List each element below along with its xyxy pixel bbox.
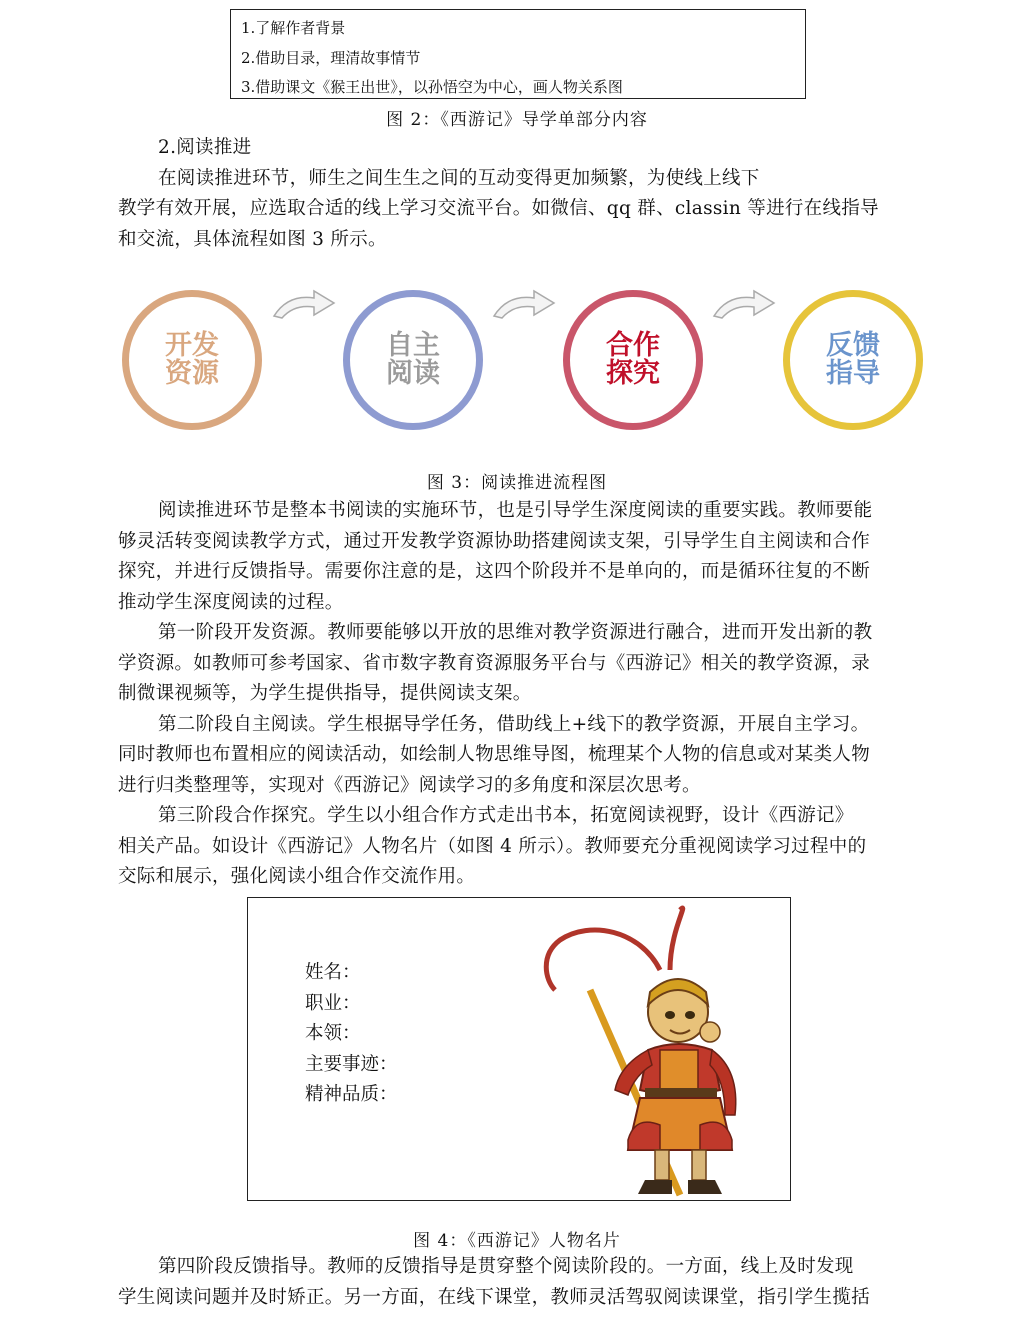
para-line: 第三阶段合作探究。学生以小组合作方式走出书本，拓宽阅读视野，设计《西游记》 xyxy=(158,805,854,826)
card-field-skills: 本领： xyxy=(305,1023,361,1044)
flow-step-cooperative-inquiry: 合作 探究 xyxy=(563,290,703,430)
guide-item: 1.了解作者背景 xyxy=(241,19,346,37)
figure-2-caption: 图 2：《西游记》导学单部分内容 xyxy=(386,110,648,130)
para-line: 同时教师也布置相应的阅读活动，如绘制人物思维导图，梳理某个人物的信息或对某类人物 xyxy=(118,744,871,765)
flow-diagram xyxy=(0,280,1034,450)
para-line: 相关产品。如设计《西游记》人物名片（如图 4 所示）。教师要充分重视阅读学习过程中的 xyxy=(118,835,867,857)
curved-arrow-icon xyxy=(710,288,778,322)
figure-4-caption: 图 4：《西游记》人物名片 xyxy=(413,1231,621,1251)
para-line: 阅读推进环节是整本书阅读的实施环节，也是引导学生深度阅读的重要实践。教师要能 xyxy=(158,500,873,521)
flow-step-feedback-guidance: 反馈 指导 xyxy=(783,290,923,430)
para-line: 推动学生深度阅读的过程。 xyxy=(118,591,344,613)
para-line: 进行归类整理等，实现对《西游记》阅读学习的多角度和深层次思考。 xyxy=(118,774,701,796)
para-line: 够灵活转变阅读教学方式，通过开发教学资源协助搭建阅读支架，引导学生自主阅读和合作 xyxy=(118,530,871,552)
figure-3-caption: 图 3：阅读推进流程图 xyxy=(426,473,608,493)
section-heading: 2.阅读推进 xyxy=(158,137,252,158)
guide-list-box xyxy=(230,9,806,99)
para-line: 学资源。如教师可参考国家、省市数字教育资源服务平台与《西游记》相关的教学资源，录 xyxy=(118,652,871,674)
para-line: 第四阶段反馈指导。教师的反馈指导是贯穿整个阅读阶段的。一方面，线上及时发现 xyxy=(158,1256,854,1277)
card-field-occupation: 职业： xyxy=(305,992,361,1014)
flow-step-develop-resources: 开发 资源 xyxy=(122,290,262,430)
flow-step-self-reading: 自主 阅读 xyxy=(343,290,483,430)
para-line: 第一阶段开发资源。教师要能够以开放的思维对教学资源进行融合，进而开发出新的教 xyxy=(158,622,873,643)
intro-line: 教学有效开展，应选取合适的线上学习交流平台。如微信、qq 群、classin 等进行在线指导 xyxy=(118,198,879,219)
curved-arrow-icon xyxy=(270,288,338,322)
card-field-deeds: 主要事迹： xyxy=(305,1053,398,1075)
intro-line: 在阅读推进环节，师生之间生生之间的互动变得更加频繁，为使线上线下 xyxy=(158,167,760,189)
body-paragraphs xyxy=(118,496,922,893)
guide-item: 2.借助目录，理清故事情节 xyxy=(241,48,421,67)
curved-arrow-icon xyxy=(490,288,558,322)
para-line: 交际和展示，强化阅读小组合作交流作用。 xyxy=(118,866,476,887)
para-line: 探究，并进行反馈指导。需要你注意的是，这四个阶段并不是单向的，而是循环往复的不断 xyxy=(118,561,871,582)
last-paragraph xyxy=(118,1252,922,1313)
card-fields xyxy=(305,958,398,1111)
card-field-spirit: 精神品质： xyxy=(305,1084,398,1105)
guide-item: 3.借助课文《猴王出世》，以孙悟空为中心，画人物关系图 xyxy=(241,78,623,96)
monkey-king-illustration xyxy=(520,900,750,1198)
para-line: 第二阶段自主阅读。学生根据导学任务，借助线上+线下的教学资源，开展自主学习。 xyxy=(158,713,870,735)
para-line: 学生阅读问题并及时矫正。另一方面，在线下课堂，教师灵活驾驭阅读课堂，指引学生揽括 xyxy=(118,1286,871,1308)
para-line: 制微课视频等，为学生提供指导，提供阅读支架。 xyxy=(118,683,532,704)
intro-line: 和交流，具体流程如图 3 所示。 xyxy=(118,228,387,250)
card-field-name: 姓名： xyxy=(305,962,361,983)
section-intro xyxy=(118,133,922,255)
